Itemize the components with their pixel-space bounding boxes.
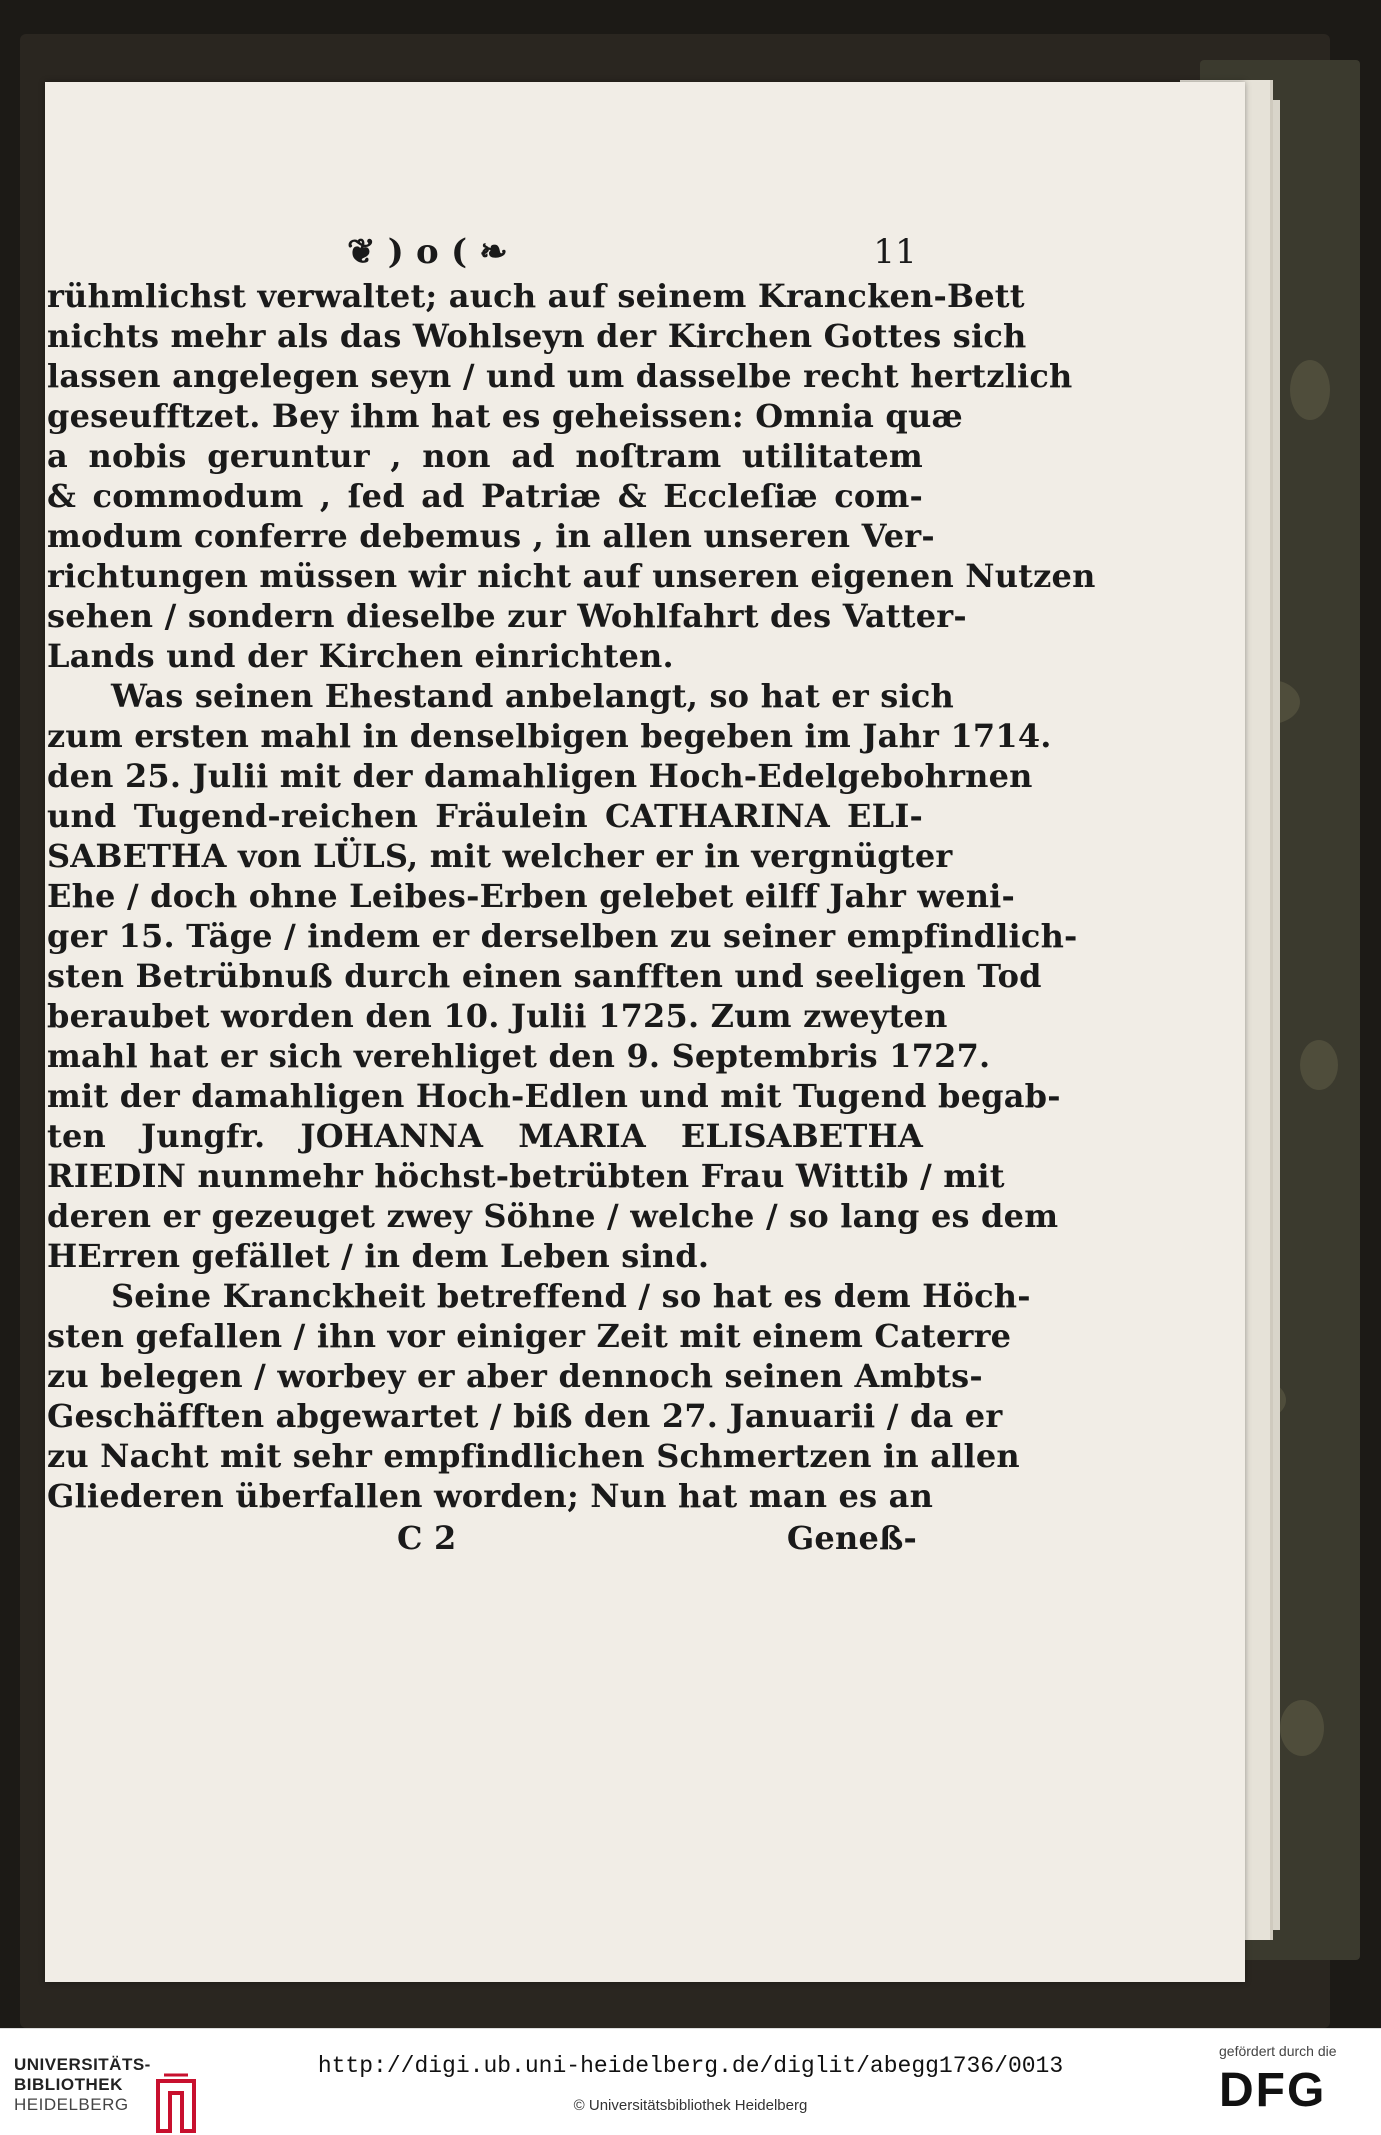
viewer-footer	[0, 2028, 1381, 2135]
text-line: mahl hat er sich verehliget den 9. Septembris 1727.	[47, 1037, 991, 1075]
text-line: & commodum , ſed ad Patriæ & Eccleſiæ com-	[47, 477, 923, 515]
text-line: Lands und der Kirchen einrichten.	[47, 637, 674, 675]
page-foot	[47, 1518, 923, 1558]
text-line: a nobis geruntur , non ad noſtram utilitatem	[47, 437, 923, 475]
text-line: lassen angelegen seyn / und um dasselbe recht hertzlich	[47, 357, 1073, 395]
text-line: zu belegen / worbey er aber dennoch seinen Ambts-	[47, 1357, 983, 1395]
text-line: HErren gefället / in dem Leben sind.	[47, 1237, 710, 1275]
text-line: den 25. Julii mit der damahligen Hoch-Edelgebohrnen	[47, 757, 1033, 795]
page-url-link[interactable]: http://digi.ub.uni-heidelberg.de/diglit/abegg1736/0013	[317, 2053, 1064, 2079]
text-line: nichts mehr als das Wohlseyn der Kirchen Gottes sich	[47, 317, 1027, 355]
funding-label: gefördert durch die	[1219, 2043, 1337, 2059]
text-line: deren er gezeuget zwey Söhne / welche / so lang es dem	[47, 1197, 1059, 1235]
text-line: sehen / sondern dieselbe zur Wohlfahrt des Vatter-	[47, 597, 967, 635]
page-text	[47, 232, 1096, 1558]
head-ornament: ❦ ) o ( ❧	[347, 232, 508, 272]
text-line: RIEDIN nunmehr höchst-betrübten Frau Wittib / mit	[47, 1157, 1005, 1195]
text-line: Geschäfften abgewartet / biß den 27. Januarii / da er	[47, 1397, 1003, 1435]
text-line: modum conferre debemus , in allen unseren Ver-	[47, 517, 935, 555]
logo-line-2: BIBLIOTHEK	[14, 2075, 123, 2094]
dfg-wordmark: DFG	[1219, 2064, 1327, 2117]
logo-line-3: HEIDELBERG	[14, 2095, 129, 2114]
text-line: Ehe / doch ohne Leibes-Erben gelebet eilff Jahr weni-	[47, 877, 1016, 915]
text-line: zu Nacht mit sehr empfindlichen Schmertzen in allen	[47, 1437, 1020, 1475]
running-head	[47, 232, 923, 276]
dfg-logo[interactable]	[1219, 2043, 1359, 2125]
text-line: rühmlichst verwaltet; auch auf seinem Krancken-Bett	[47, 277, 1025, 315]
text-line: sten Betrübnuß durch einen sanfften und seeligen Tod	[47, 957, 1042, 995]
text-line: mit der damahligen Hoch-Edlen und mit Tugend begab-	[47, 1077, 1061, 1115]
book-page	[45, 82, 1245, 1982]
catchword: Geneß-	[786, 1519, 917, 1557]
page-number: 11	[873, 232, 917, 272]
text-line: SABETHA von LÜLS, mit welcher er in vergnügter	[47, 837, 953, 875]
text-line: geseufftzet. Bey ihm hat es geheissen: Omnia quæ	[47, 397, 963, 435]
logo-line-1: UNIVERSITÄTS-	[14, 2055, 151, 2074]
signature-mark: C 2	[397, 1519, 457, 1557]
text-line: sten gefallen / ihn vor einiger Zeit mit einem Caterre	[47, 1317, 1012, 1355]
text-line: und Tugend-reichen Fräulein CATHARINA ELI-	[47, 797, 923, 835]
text-line: ten Jungfr. JOHANNA MARIA ELISABETHA	[47, 1117, 923, 1155]
text-line: Gliederen überfallen worden; Nun hat man es an	[47, 1477, 934, 1515]
text-line: richtungen müssen wir nicht auf unseren eigenen Nutzen	[47, 557, 1096, 595]
text-line: Seine Kranckheit betreffend / so hat es dem Höch-	[111, 1277, 1031, 1315]
text-line: Was seinen Ehestand anbelangt, so hat er sich	[111, 677, 954, 715]
copyright-notice: © Universitätsbibliothek Heidelberg	[573, 2097, 808, 2114]
text-line: ger 15. Täge / indem er derselben zu seiner empfindlich-	[47, 917, 1078, 955]
text-line: beraubet worden den 10. Julii 1725. Zum zweyten	[47, 997, 948, 1035]
text-line: zum ersten mahl in denselbigen begeben im Jahr 1714.	[47, 717, 1052, 755]
